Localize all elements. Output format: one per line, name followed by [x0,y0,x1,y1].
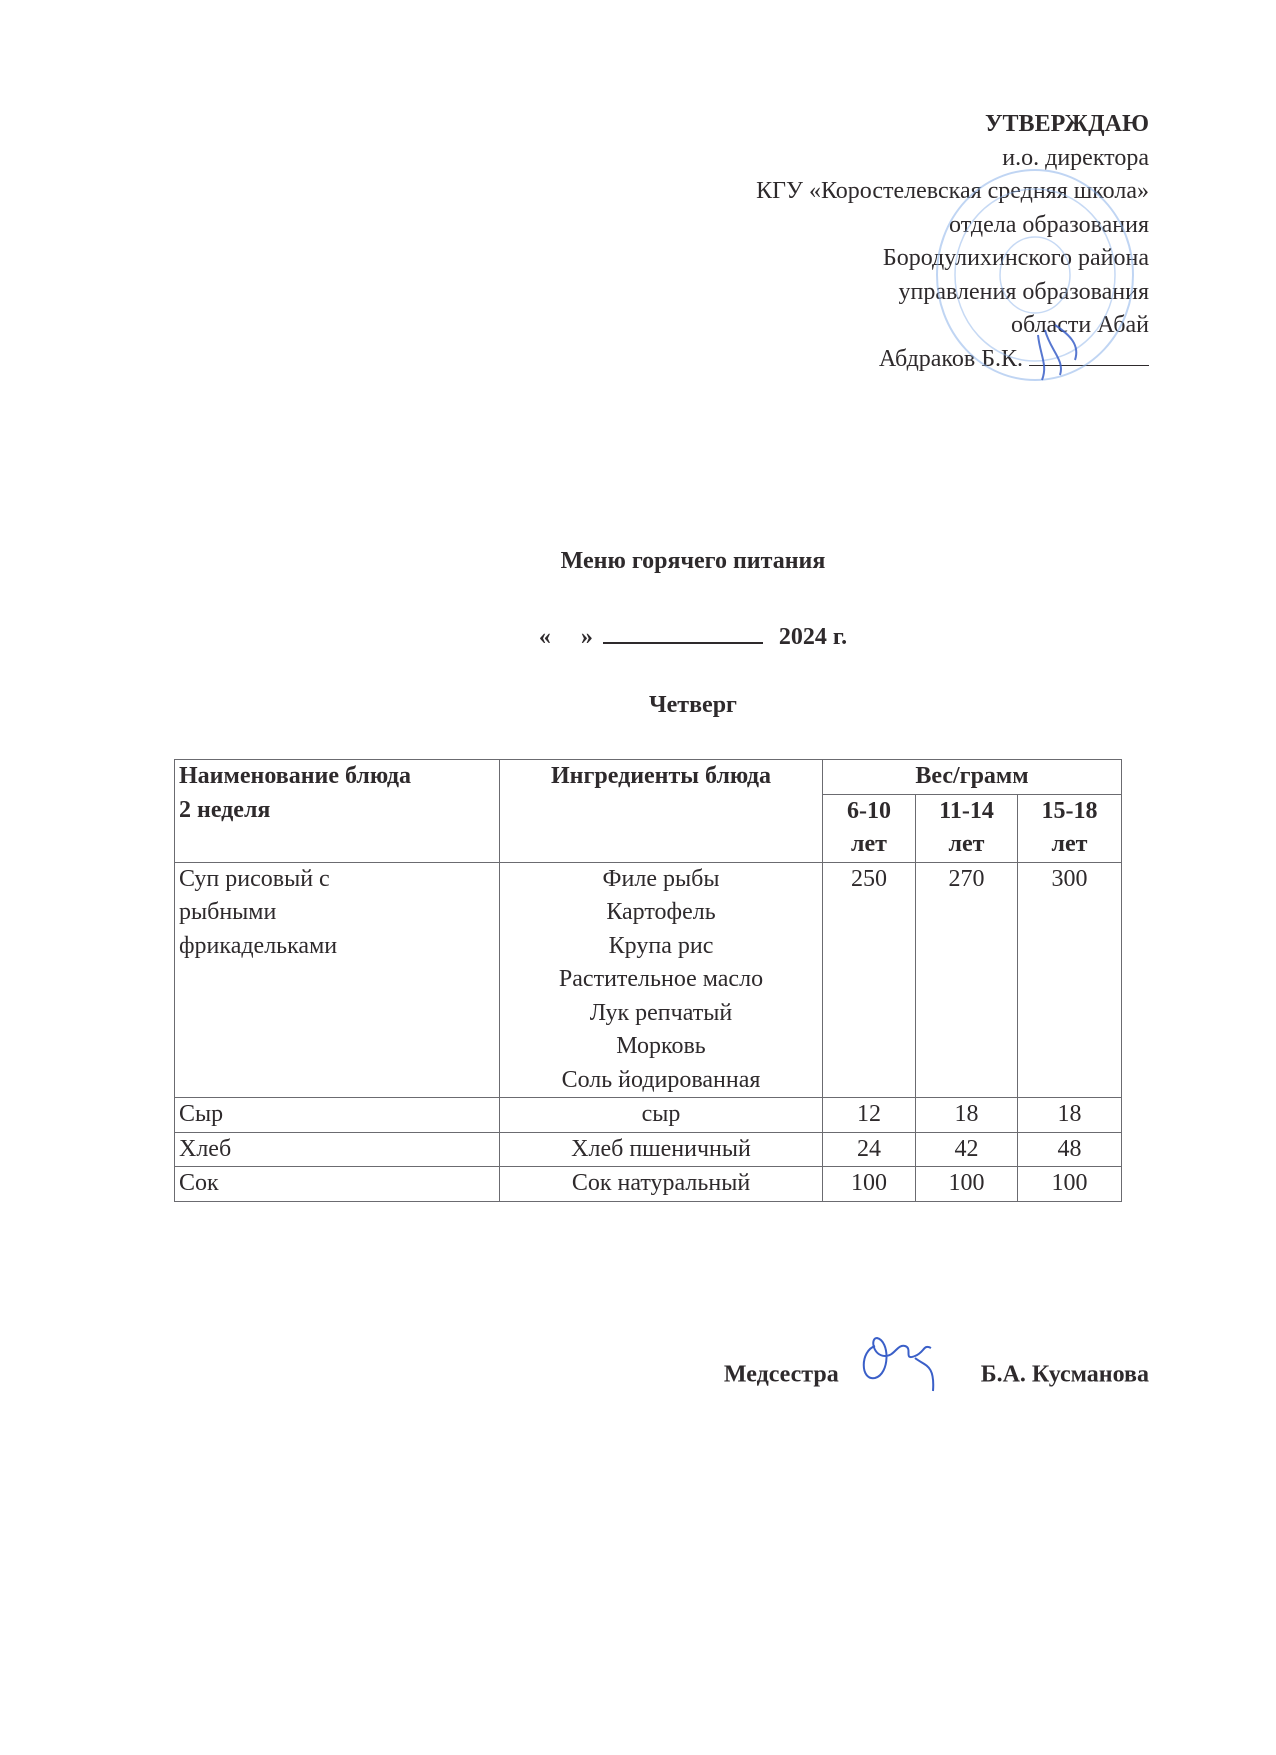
header-week-label: 2 неделя [179,796,271,823]
header-age-group: 11-14 лет [916,794,1018,862]
weight-cell: 100 [1018,1167,1122,1202]
header-ingredients: Ингредиенты блюда [500,760,823,863]
weight-cell: 270 [916,862,1018,1098]
date-blank [603,620,763,644]
approval-signatory: Абдраков Б.К. [878,345,1023,372]
weight-cell: 250 [823,862,916,1098]
weight-cell: 100 [916,1167,1018,1202]
date-close-quote: » [580,624,593,650]
dish-cell: Хлеб [175,1132,500,1167]
menu-table [174,759,1122,1202]
weight-cell: 100 [823,1167,916,1202]
ingredients-cell: Хлеб пшеничный [500,1132,823,1167]
handwritten-signature-icon [855,1316,955,1396]
header-age-group: 6-10 лет [823,794,916,862]
official-stamp-icon [930,160,1140,390]
signature-name: Б.А. Кусманова [980,1361,1149,1388]
ingredients-cell: Сок натуральный [500,1167,823,1202]
ingredients-cell: Филе рыбы Картофель Крупа рис Растительное масло Лук репчатый Морковь Соль йодированная [500,862,823,1098]
date-line [55,620,1276,651]
table-row [175,862,1122,1098]
dish-cell: Сок [175,1167,500,1202]
header-dish-label: Наименование блюда [179,763,411,789]
approval-line: отдела образования [949,211,1149,238]
weight-cell: 12 [823,1098,916,1133]
dish-cell: Суп рисовый с рыбными фрикадельками [175,862,500,1098]
approval-line: области Абай [1010,312,1149,338]
header-row [175,760,1122,795]
weekday: Четверг [649,692,737,718]
weight-cell: 48 [1018,1132,1122,1167]
header-age-group: 15-18 лет [1018,794,1122,862]
approval-line: Бородулихинского района [882,245,1149,271]
dish-cell: Сыр [175,1098,500,1133]
weight-cell: 24 [823,1132,916,1167]
weight-cell: 18 [916,1098,1018,1133]
document-title: Меню горячего питания [560,548,826,574]
nurse-signature-block [724,1356,1149,1396]
header-dish [175,760,500,863]
date-open-quote: « [538,624,551,650]
table-row [175,1167,1122,1202]
approval-line: КГУ «Коростелевская средняя школа» [756,178,1149,204]
date-year: 2024 г. [778,624,848,650]
approval-heading: УТВЕРЖДАЮ [984,111,1149,137]
approval-line: управления образования [898,278,1149,305]
weight-cell: 18 [1018,1098,1122,1133]
weight-cell: 300 [1018,862,1122,1098]
weight-cell: 42 [916,1132,1018,1167]
approval-line: и.о. директора [1002,144,1149,171]
table-row [175,1132,1122,1167]
ingredients-cell: сыр [500,1098,823,1133]
table-row [175,1098,1122,1133]
signature-role: Медсестра [723,1361,839,1388]
header-weight: Вес/грамм [823,760,1122,795]
